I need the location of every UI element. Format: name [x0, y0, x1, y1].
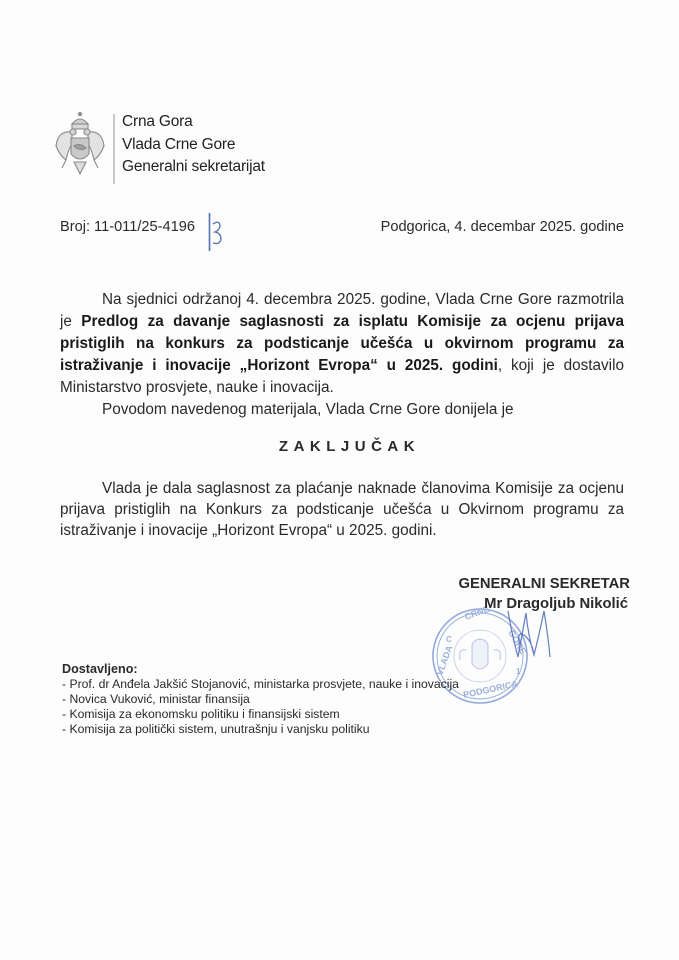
distribution-title: Dostavljeno:	[62, 662, 138, 676]
distribution-list	[62, 662, 459, 737]
intro-text-start: Na sjednici održanoj 4. decembra 2025. godine, Vlada Crne Gore razmotrila je	[60, 291, 624, 330]
header-divider	[113, 114, 115, 184]
conclusion-heading: ZAKLJUČAK	[278, 438, 421, 455]
svg-text:VLADA: VLADA	[434, 644, 455, 677]
distribution-item: - Komisija za ekonomsku politiku i finansijski sistem	[62, 707, 340, 721]
conclusion-paragraph	[60, 478, 624, 541]
secretariat-name: Generalni sekretarijat	[122, 158, 265, 175]
montenegro-coat-of-arms-icon	[52, 110, 108, 182]
government-name: Vlada Crne Gore	[122, 135, 236, 153]
svg-text:CRNE: CRNE	[463, 604, 491, 622]
distribution-item: - Prof. dr Anđela Jakšić Stojanović, ministarka prosvjete, nauke i inovacija	[62, 677, 459, 691]
handwritten-number-mark	[208, 212, 228, 252]
signatory-name: Mr Dragoljub Nikolić	[484, 596, 628, 612]
conclusion-text: Vlada je dala saglasnost za plaćanje naknade članovima Komisije za ocjenu prijava pristiglih na Konkurs za podsticanje učešća u Okvirnom programu za istraživanje i inovacije „Horizont Evropa“ u 2025. godini.	[60, 480, 624, 539]
intro-paragraph	[60, 289, 624, 399]
distribution-item: - Komisija za politički sistem, unutrašnju i vanjsku politiku	[62, 722, 370, 736]
svg-text:C: C	[446, 635, 452, 644]
svg-text:GORE: GORE	[506, 628, 529, 656]
document-number: Broj: 11-011/25-4196	[60, 219, 195, 235]
signatory-title: GENERALNI SEKRETAR	[458, 576, 630, 592]
country-name: Crna Gora	[122, 113, 193, 130]
svg-text:1: 1	[516, 667, 521, 676]
distribution-item: - Novica Vuković, ministar finansija	[62, 692, 250, 706]
intro-text-end: , koji je dostavilo Ministarstvo prosvjete, nauke i inovacija.	[60, 357, 624, 396]
proposal-title: Predlog za davanje saglasnosti za isplatu Komisije za ocjenu prijava pristiglih na konkurs za podsticanje učešća u okvirnom programu za istraživanje i inovacije „Horizont Evropa“ u 2025. godini	[60, 313, 624, 374]
handwritten-signature	[504, 605, 560, 663]
decision-intro-paragraph	[60, 399, 624, 421]
issuer-header	[122, 111, 265, 179]
place-and-date: Podgorica, 4. decembar 2025. godine	[380, 219, 624, 235]
svg-text:PODGORICA: PODGORICA	[462, 678, 519, 700]
decision-intro-text: Povodom navedenog materijala, Vlada Crne Gore donijela je	[102, 401, 514, 418]
